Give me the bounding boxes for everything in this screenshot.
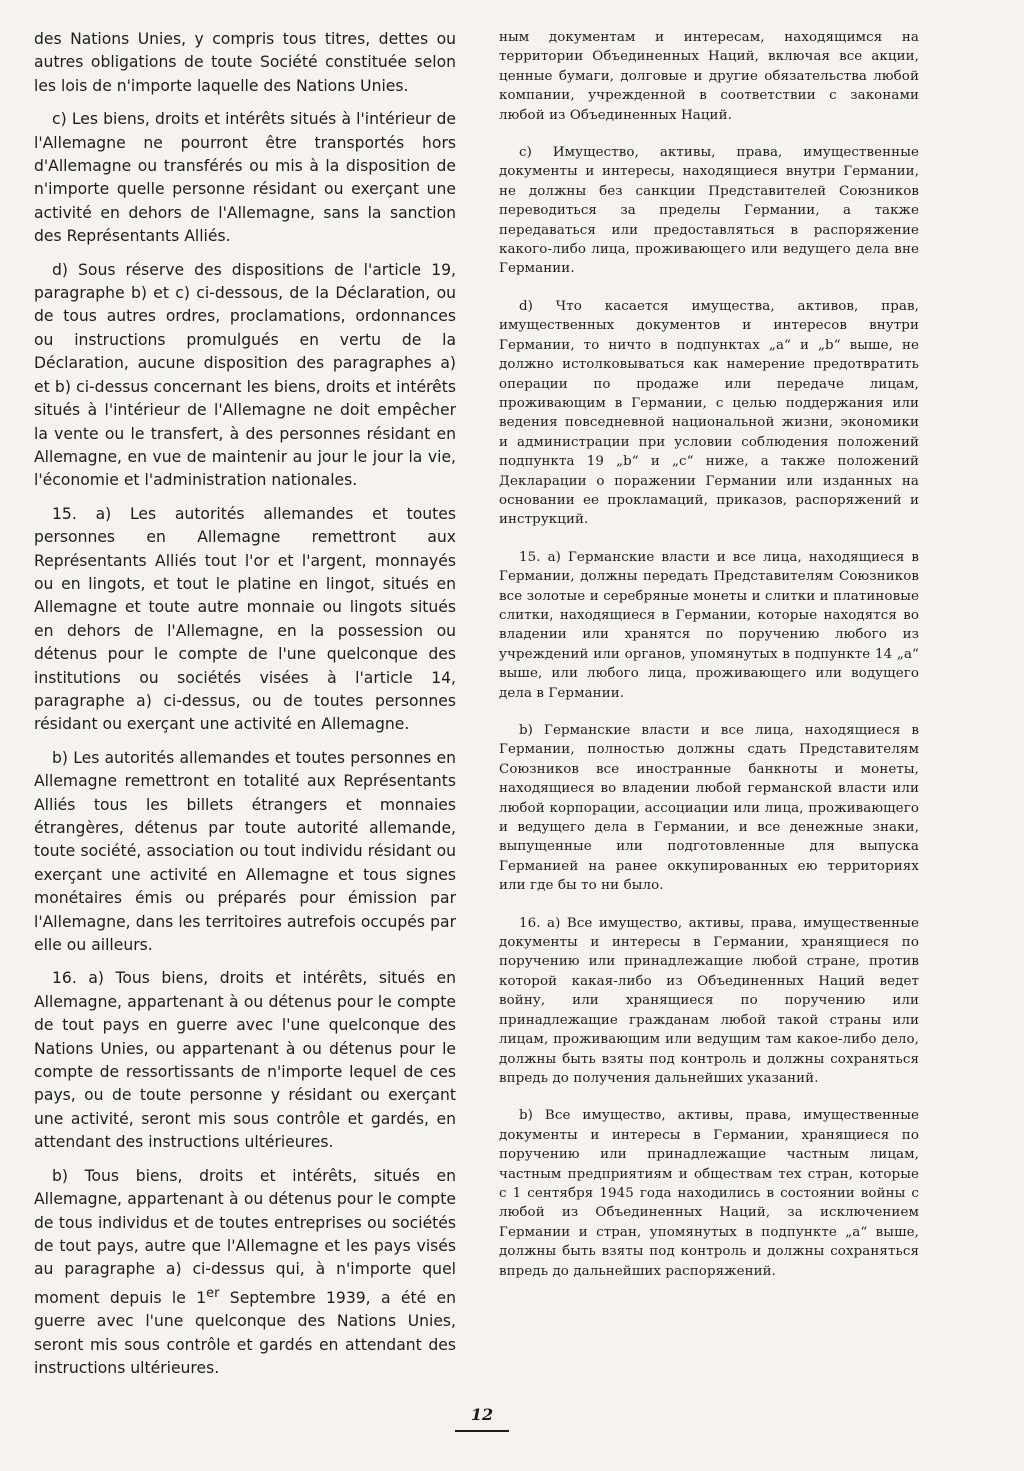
fr-16b-text-end: Septembre 1939, a été en guerre avec l'une quelconque des Nations Unies, seront mis sous contrôle et gardés en attendant des instructions ultérieures. (34, 1288, 456, 1378)
french-column (34, 28, 456, 1391)
fr-paragraph-15b: b) Les autorités allemandes et toutes personnes en Allemagne remettront en totalité aux Représentants Alliés tous les billets étrangers et monnaies étrangères, détenus par toute autorité allemande, toute société, association ou tout individu résidant ou exerçant une activité en Allemagne et tous signes monétaires émis ou préparés pour émission par l'Allemagne, dans les territoires autrefois occupés par elle ou ailleurs. (34, 748, 456, 955)
ru-paragraph-14d: d) Что касается имущества, активов, прав, имущественных документов и интересов внутри Германии, то ничто в подпунктах „а“ и „b“ выше, не должно истолковываться как намерение предотвратить операции по продаже или передаче лицам, проживающим в Германии, с целью поддержания или ведения повседневной национальной жизни, экономики и администрации при условии соблюдения положений подпункта 19 „b“ и „с“ ниже, а также положений Декларации о поражении Германии или изданных на основании ее прокламаций, приказов, распоряжений и инструкций. (499, 298, 919, 528)
ru-paragraph-16a: 16. а) Все имущество, активы, права, имущественные документы и интересы в Германии, хранящиеся по поручению или принадлежащие любой стране, против которой какая-либо из Объединенных Наций ведет войну, или хранящиеся по поручению или принадлежащие гражданам любой такой страны или лицам, проживающим или ведущим там какое-либо дело, должны быть взяты под контроль и должны сохраняться впредь до получения дальнейших указаний. (499, 915, 919, 1086)
ru-paragraph-continuation: ным документам и интересам, находящимся на территории Объединенных Наций, включая все акции, ценные бумаги, долговые и другие обязательства любой компании, учрежденной в соответствии с законами любой из Объединенных Наций. (499, 30, 919, 123)
fr-paragraph-16b (34, 1165, 456, 1381)
fr-paragraph-16a: 16. a) Tous biens, droits et intérêts, situés en Allemagne, appartenant à ou détenus pour le compte de tout pays en guerre avec l'une quelconque des Nations Unies, ou appartenant à ou détenus pour le compte de ressortissants de n'importe lequel de ces pays, ou de toute personne y résidant ou exerçant une activité, seront mis sous contrôle et gardés, en attendant des instructions ultérieures. (34, 969, 456, 1152)
russian-column (499, 28, 919, 1299)
ru-paragraph-15b: b) Германские власти и все лица, находящиеся в Германии, полностью должны сдать Представителям Союзников все иностранные банкноты и монеты, находящиеся во владении любой германской власти или любой корпорации, ассоциации или лица, проживающего и ведущего дела в Германии, и все денежные знаки, выпущенные или подготовленные для выпуска Германией на ранее оккупированных ею территориях или где бы то ни было. (499, 723, 919, 894)
ru-paragraph-14c: с) Имущество, активы, права, имущественные документы и интересы, находящиеся внутри Германии, не должны без санкции Представителей Союзников переводиться за пределы Германии, а также передаваться или предоставляться в распоряжение какого-либо лица, проживающего или ведущего дела вне Германии. (499, 145, 919, 277)
fr-16b-superscript: er (206, 1285, 220, 1301)
ru-paragraph-15a: 15. а) Германские власти и все лица, находящиеся в Германии, должны передать Представителям Союзников все золотые и серебряные монеты и слитки и платиновые слитки, находящиеся в Германии, которые находятся во владении или хранятся по поручению любого из учреждений или органов, упомянутых в подпункте 14 „а“ выше, или любого лица, проживающего или водущего дела в Германии. (499, 549, 919, 701)
fr-paragraph-14d: d) Sous réserve des dispositions de l'article 19, paragraphe b) et c) ci-dessous, de la Déclaration, ou de tous autres ordres, proclamations, ordonnances ou instructions promulgués en vertu de la Déclaration, aucune disposition des paragraphes a) et b) ci-dessus concernant les biens, droits et intérêts situés à l'intérieur de l'Allemagne ne doit empêcher la vente ou le transfert, à des personnes résidant en Allemagne, en vue de maintenir au jour le jour la vie, l'économie et l'administration nationales. (34, 260, 456, 490)
page-number-underline (455, 1430, 509, 1432)
fr-16b-text-start: b) Tous biens, droits et intérêts, situés en Allemagne, appartenant à ou détenus pour le compte de tous individus et de toutes entreprises ou sociétés de tout pays, autre que l'Allemagne et les pays visés au paragraphe a) ci-dessus qui, à n'importe quel moment depuis le 1 (34, 1166, 456, 1307)
fr-paragraph-14c: c) Les biens, droits et intérêts situés à l'intérieur de l'Allemagne ne pourront être transportés hors d'Allemagne ou transférés ou mis à la disposition de n'importe quelle personne résidant ou exerçant une activité en dehors de l'Allemagne, sans la sanction des Représentants Alliés. (34, 110, 456, 246)
ru-paragraph-16b: b) Все имущество, активы, права, имущественные документы и интересы в Германии, хранящиеся по поручению или принадлежащие частным лицам, частным предприятиям и обществам тех стран, которые с 1 сентября 1945 года находились в состоянии войны с любой из Объединенных Наций, за исключением Германии и стран, упомянутых в подпункте „а“ выше, должны быть взяты под контроль и должны сохраняться впредь до дальнейших распоряжений. (499, 1108, 919, 1279)
page-number: 12 (470, 1405, 494, 1424)
fr-paragraph-15a: 15. a) Les autorités allemandes et toutes personnes en Allemagne remettront aux Représentants Alliés tout l'or et l'argent, monnayés ou en lingots, et tout le platine en lingot, situés en Allemagne et toute autre monnaie ou lingots situés en dehors de l'Allemagne, en la possession ou détenus pour le compte de l'une quelconque des institutions ou sociétés visées à l'article 14, paragraphe a) ci-dessus, ou de toutes personnes résidant ou exerçant une activité en Allemagne. (34, 504, 456, 734)
fr-paragraph-continuation: des Nations Unies, y compris tous titres, dettes ou autres obligations de toute Société constituée selon les lois de n'importe laquelle des Nations Unies. (34, 30, 456, 95)
